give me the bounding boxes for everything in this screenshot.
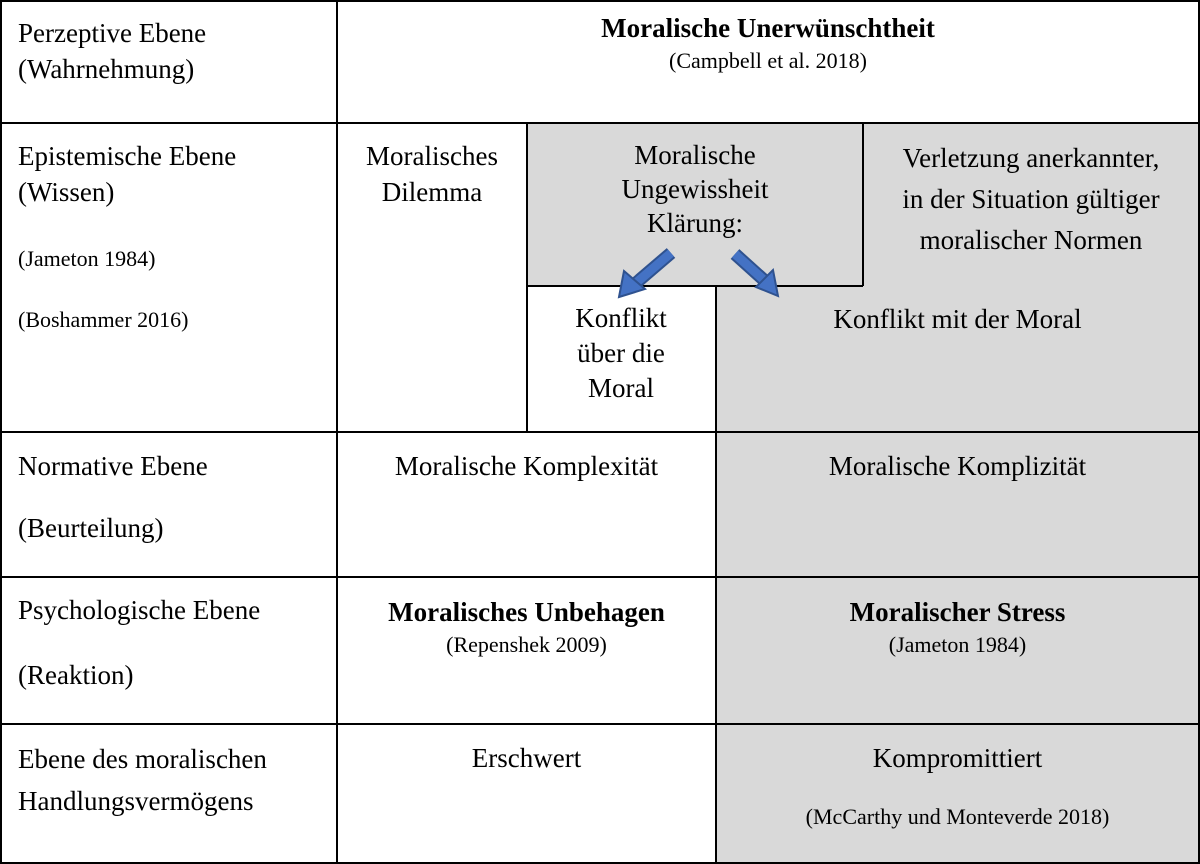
moralisches-dilemma-line1: Moralisches — [366, 141, 498, 171]
row-label-psychologisch — [18, 592, 328, 693]
moralische-komplizitaet: Moralische Komplizität — [828, 451, 1087, 481]
moralische-ungewissheit-line2: Ungewissheit — [621, 174, 769, 204]
epistemisch-ref-jameton: (Jameton 1984) — [18, 246, 156, 271]
row-label-normativ — [18, 448, 328, 546]
konflikt-ueber-line1: Konflikt — [575, 303, 667, 333]
moralische-unerwuenschtheit-ref: (Campbell et al. 2018) — [669, 48, 867, 73]
row-label-normativ-line2: (Beurteilung) — [18, 513, 164, 543]
row-label-handlung-line1: Ebene des moralischen — [18, 744, 267, 774]
moralische-ungewissheit-line3: Klärung: — [647, 208, 743, 238]
verletzung-normen-line3: moralischer Normen — [919, 225, 1143, 255]
moralisches-unbehagen-ref: (Repenshek 2009) — [446, 632, 607, 657]
row-label-perzeptiv-line2: (Wahrnehmung) — [18, 54, 195, 84]
erschwert: Erschwert — [471, 743, 582, 773]
moralischer-stress-ref: (Jameton 1984) — [888, 632, 1027, 657]
row-label-handlung-line2: Handlungsvermögens — [18, 786, 254, 816]
row-label-epistemisch-line2: (Wissen) — [18, 177, 115, 207]
row-label-perzeptiv-line1: Perzeptive Ebene — [18, 18, 207, 48]
moralischer-stress — [717, 594, 1198, 660]
moralischer-stress-title: Moralischer Stress — [849, 597, 1066, 627]
moralische-ungewissheit-line1: Moralische — [634, 140, 756, 170]
arrow-left-icon — [619, 253, 671, 297]
row-label-handlung — [18, 738, 328, 822]
verletzung-normen-line1: Verletzung anerkannter, — [902, 143, 1160, 173]
moralisches-dilemma-line2: Dilemma — [381, 177, 483, 207]
moralisches-unbehagen-title: Moralisches Unbehagen — [388, 597, 665, 627]
kompromittiert-title: Kompromittiert — [872, 743, 1043, 773]
verletzung-normen-line2: in der Situation gültiger — [902, 184, 1160, 214]
kompromittiert — [717, 740, 1198, 832]
moralisches-unbehagen — [338, 594, 715, 660]
row-label-psychologisch-line1: Psychologische Ebene — [18, 595, 261, 625]
konflikt-mit-der-moral: Konflikt mit der Moral — [833, 304, 1082, 334]
konflikt-ueber-line3: Moral — [588, 373, 654, 403]
row-label-normativ-line1: Normative Ebene — [18, 451, 208, 481]
row-label-psychologisch-line2: (Reaktion) — [18, 660, 134, 690]
konflikt-ueber-line2: über die — [577, 338, 665, 368]
kompromittiert-ref: (McCarthy und Monteverde 2018) — [805, 804, 1110, 829]
arrow-right-icon — [735, 254, 778, 296]
moralische-komplexitaet: Moralische Komplexität — [394, 451, 659, 481]
row-label-epistemisch-line1: Epistemische Ebene — [18, 141, 237, 171]
moralische-unerwuenschtheit-title: Moralische Unerwünschtheit — [601, 13, 935, 43]
epistemisch-ref-boshammer: (Boshammer 2016) — [18, 307, 189, 332]
